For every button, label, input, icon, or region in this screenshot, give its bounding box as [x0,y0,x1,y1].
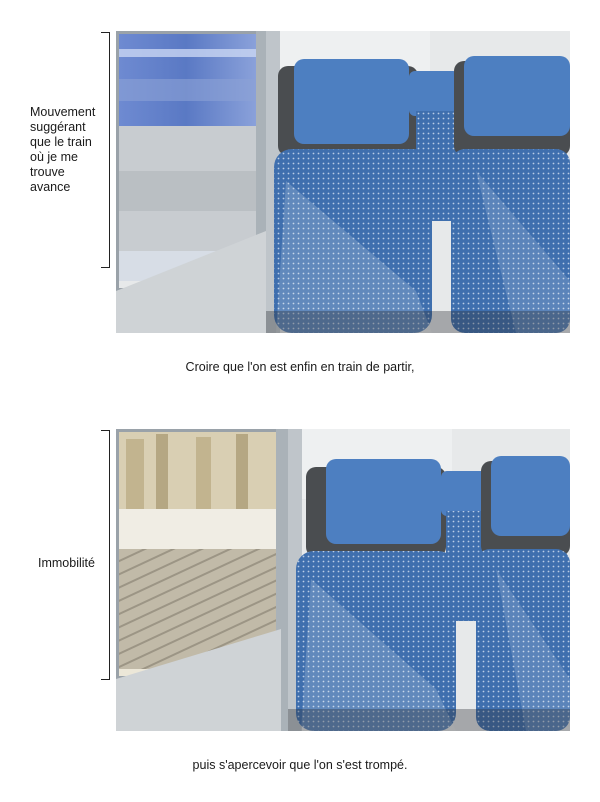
panel-1-label: Mouvement suggérant que le train où je me trouve avance [30,105,96,194]
panel-2-label: Immobilité [38,556,95,570]
panel-2-photo [116,429,570,731]
panel-1-photo [116,31,570,333]
panel-2-bracket [101,430,110,680]
panel-2-caption: puis s'apercevoir que l'on s'est trompé. [192,758,408,772]
train-interior-moving-image [116,31,570,333]
panel-1-bracket [101,32,110,268]
train-interior-still-image [116,429,570,731]
panel-1-caption: Croire que l'on est enfin en train de partir, [185,360,415,374]
